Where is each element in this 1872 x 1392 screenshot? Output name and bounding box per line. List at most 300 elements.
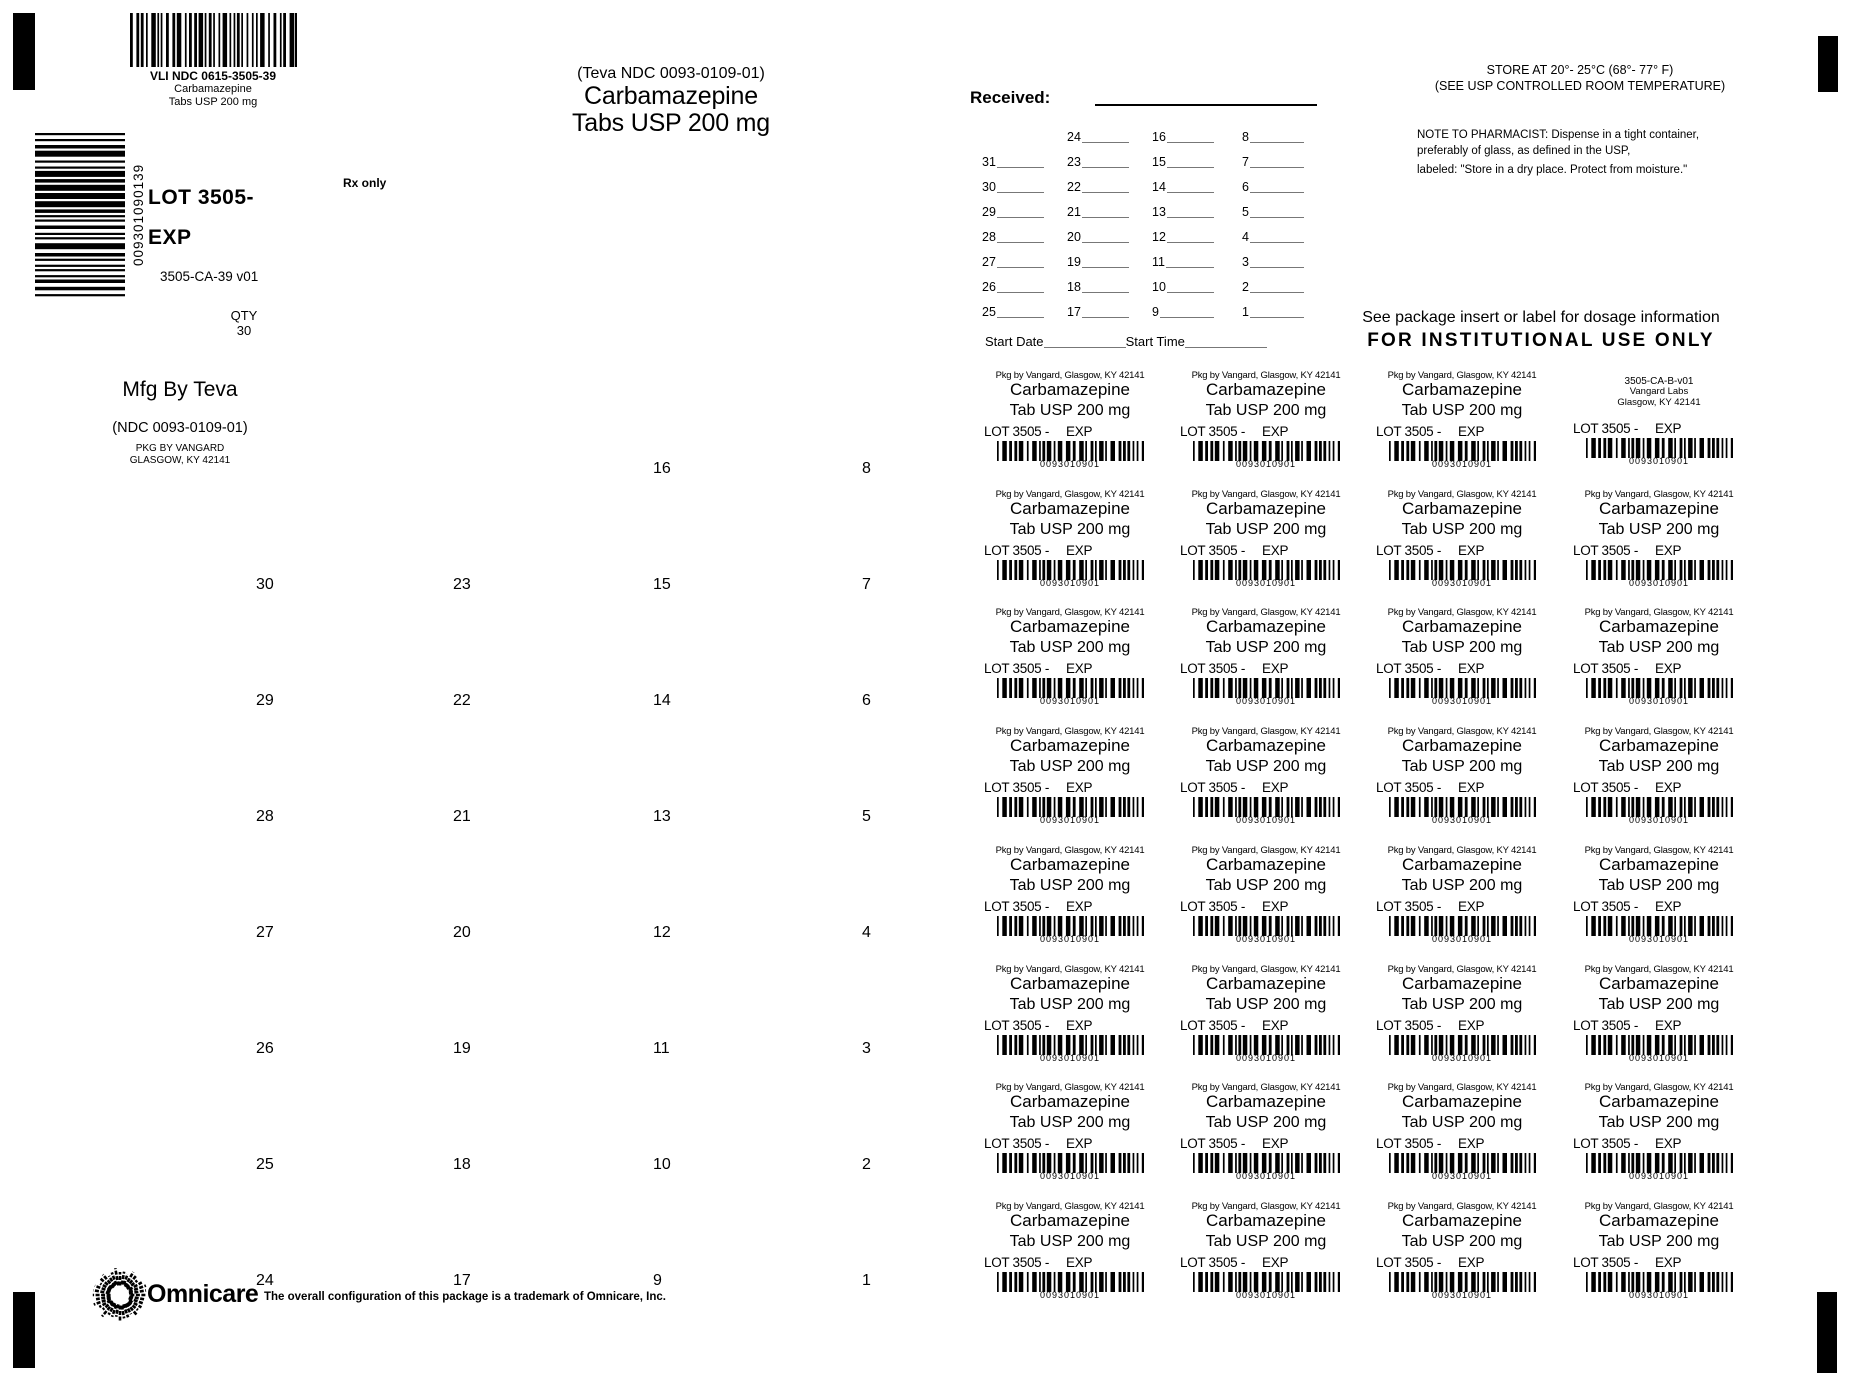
day-number: 15 [653,576,671,593]
day-number: 27 [256,924,274,941]
label-cell [1168,1078,1364,1190]
label-drug-name: Carbamazepine [1401,380,1522,399]
label-drug-name: Carbamazepine [1401,499,1522,518]
label-lot: LOT 3505 - [1376,543,1442,558]
label-drug-name: Carbamazepine [1009,1211,1130,1230]
label-lot: LOT 3505 - [1573,780,1639,795]
label-strength: Tab USP 200 mg [1598,758,1720,775]
received-day-slot [1242,280,1304,294]
received-day-slot [1067,205,1129,219]
received-day-number: 21 [1067,205,1081,219]
label-strength: Tab USP 200 mg [1009,877,1131,894]
received-day-number: 1 [1242,305,1249,319]
label-lot: LOT 3505 - [984,1255,1050,1270]
received-day-number: 23 [1067,155,1081,169]
label-drug-name: Carbamazepine [1598,1211,1719,1230]
received-day-slot [1067,280,1129,294]
received-day-slot [982,255,1044,269]
label-exp: EXP [1458,543,1485,558]
label-code: 0093010901 [1235,459,1297,469]
label-cell-plate-id [1561,366,1757,478]
label-barcode [1168,797,1364,817]
label-barcode [1168,441,1364,461]
received-day-slot [1067,180,1129,194]
label-drug-name: Carbamazepine [1401,1211,1522,1230]
label-lot: LOT 3505 - [1376,780,1442,795]
label-lot: LOT 3505 - [1180,424,1246,439]
received-day-number: 3 [1242,255,1249,269]
label-barcode [1168,1035,1364,1055]
start-time-line [1185,347,1267,348]
label-drug-name: Carbamazepine [1009,855,1130,874]
qty-value: 30 [236,323,252,338]
pharmacist-note [1417,128,1747,179]
day-number: 12 [653,924,671,941]
title-drug: Carbamazepine [584,82,758,110]
received-day-number: 20 [1067,230,1081,244]
label-lot-row [1364,543,1560,558]
label-barcode [972,797,1168,817]
received-fill-line [1167,292,1214,293]
label-lot: LOT 3505 - [1180,899,1246,914]
label-drug-name: Carbamazepine [1205,1211,1326,1230]
label-drug-name: Carbamazepine [1598,1092,1719,1111]
start-date-time-row [985,334,1267,349]
pkg-line-1: PKG BY VANGARD [135,443,225,454]
label-lot: LOT 3505 - [984,1136,1050,1151]
label-barcode [972,1272,1168,1292]
received-day-number: 4 [1242,230,1249,244]
label-exp: EXP [1262,661,1289,676]
label-drug-name: Carbamazepine [1401,855,1522,874]
rx-only-text: Rx only [343,176,387,190]
plate-id-text: 3505-CA-B-v01 [1624,376,1694,387]
label-exp: EXP [1655,899,1682,914]
label-drug-name: Carbamazepine [1598,974,1719,993]
label-drug-name: Carbamazepine [1205,617,1326,636]
label-lot-row [1168,1018,1364,1033]
label-lot-row [1561,421,1757,436]
label-exp: EXP [1066,1136,1093,1151]
label-drug-name: Carbamazepine [1205,499,1326,518]
received-day-slot [982,155,1044,169]
mfg-ndc: (NDC 0093-0109-01) [112,420,248,436]
label-lot: LOT 3505 - [1180,1255,1246,1270]
received-fill-line [1082,217,1129,218]
label-cell [1168,722,1364,834]
label-barcode [972,441,1168,461]
label-cell [1364,1078,1560,1190]
label-strength: Tab USP 200 mg [1009,402,1131,419]
label-lot: LOT 3505 - [984,899,1050,914]
label-drug-name: Carbamazepine [1598,499,1719,518]
label-lot-row [972,899,1168,914]
label-barcode [972,560,1168,580]
label-strength: Tab USP 200 mg [1205,639,1327,656]
label-strength: Tab USP 200 mg [1598,996,1720,1013]
label-strength: Tab USP 200 mg [1401,521,1523,538]
label-code: 0093010901 [1039,578,1101,588]
product-strength: Tabs USP 200 mg [168,95,258,108]
label-cell [1561,960,1757,1072]
pkg-line-2: GLASGOW, KY 42141 [129,455,231,466]
label-lot: LOT 3505 - [1573,1136,1639,1151]
received-day-slot [1242,230,1304,244]
label-pkg-line: Pkg by Vangard, Glasgow, KY 42141 [1387,607,1537,618]
start-time-label: Start Time [1125,334,1185,349]
label-code: 0093010901 [1628,1053,1690,1063]
label-lot: LOT 3505 - [1573,899,1639,914]
label-drug-name: Carbamazepine [1401,617,1522,636]
label-pkg-line: Pkg by Vangard, Glasgow, KY 42141 [995,1201,1145,1212]
label-lot: LOT 3505 - [984,1018,1050,1033]
label-code: 0093010901 [1039,1171,1101,1181]
label-strength: Tab USP 200 mg [1205,996,1327,1013]
label-lot: LOT 3505 - [1573,1255,1639,1270]
label-drug-name: Carbamazepine [1401,974,1522,993]
label-drug-name: Carbamazepine [1401,1092,1522,1111]
label-exp: EXP [1458,1018,1485,1033]
label-barcode [972,678,1168,698]
label-pkg-line: Pkg by Vangard, Glasgow, KY 42141 [1584,964,1734,975]
label-barcode [1364,441,1560,461]
main-title-block [521,64,821,137]
received-day-number: 6 [1242,180,1249,194]
label-lot-row [1561,543,1757,558]
label-code: 0093010901 [1431,1290,1493,1300]
label-barcode [1168,1153,1364,1173]
label-cell [1364,722,1560,834]
label-strength: Tab USP 200 mg [1401,1114,1523,1131]
day-number: 26 [256,1040,274,1057]
label-strength: Tab USP 200 mg [1009,521,1131,538]
label-code: 0093010901 [1039,459,1101,469]
label-cell [972,1197,1168,1309]
label-cell [1168,960,1364,1072]
day-number: 17 [453,1272,471,1289]
received-day-number: 2 [1242,280,1249,294]
received-day-slot [1242,180,1304,194]
label-lot-row [1168,1136,1364,1151]
manufacturer-block [80,378,280,467]
received-day-number: 9 [1152,305,1159,319]
qty-label: QTY [230,308,258,323]
label-code: 0093010901 [1039,934,1101,944]
label-pkg-line: Pkg by Vangard, Glasgow, KY 42141 [1387,1201,1537,1212]
received-day-slot [982,280,1044,294]
label-exp: EXP [1458,661,1485,676]
label-lot: LOT 3505 - [984,543,1050,558]
label-lot-row [1168,780,1364,795]
label-drug-name: Carbamazepine [1205,736,1326,755]
label-lot: LOT 3505 - [984,424,1050,439]
qty-block [194,308,294,338]
label-pkg-line: Pkg by Vangard, Glasgow, KY 42141 [1191,964,1341,975]
label-lot-row [1364,780,1560,795]
note-line-2: preferably of glass, as defined in the USP, [1417,144,1631,157]
label-cell [972,603,1168,715]
plate-city-text: Glasgow, KY 42141 [1617,396,1701,408]
label-cell [1168,485,1364,597]
label-lot: LOT 3505 - [1180,661,1246,676]
received-fill-line [1082,317,1129,318]
label-lot-row [1168,899,1364,914]
label-exp: EXP [1655,1018,1682,1033]
label-pkg-line: Pkg by Vangard, Glasgow, KY 42141 [1387,489,1537,500]
label-exp: EXP [1262,899,1289,914]
label-strength: Tab USP 200 mg [1401,402,1523,419]
dosage-info-line: See package insert or label for dosage information [1362,309,1720,326]
note-line-1: NOTE TO PHARMACIST: Dispense in a tight container, [1417,129,1700,141]
label-pkg-line: Pkg by Vangard, Glasgow, KY 42141 [1387,1082,1537,1093]
label-cell [1561,722,1757,834]
received-day-number: 22 [1067,180,1081,194]
label-strength: Tab USP 200 mg [1401,1233,1523,1250]
label-exp: EXP [1262,780,1289,795]
storage-line-1: STORE AT 20°- 25°C (68°- 77° F) [1486,63,1674,77]
label-barcode [1561,1153,1757,1173]
label-pkg-line: Pkg by Vangard, Glasgow, KY 42141 [1584,845,1734,856]
label-drug-name: Carbamazepine [1598,617,1719,636]
received-fill-line [1167,242,1214,243]
received-day-slot [1152,255,1214,269]
label-code: 0093010901 [1628,815,1690,825]
label-pkg-line: Pkg by Vangard, Glasgow, KY 42141 [1387,370,1537,381]
label-lot-row [1561,780,1757,795]
label-code: 0093010901 [1235,1171,1297,1181]
received-day-slot [1067,130,1129,144]
received-day-slot [1152,130,1214,144]
received-day-number: 14 [1152,180,1166,194]
label-cell [1364,841,1560,953]
label-pkg-line: Pkg by Vangard, Glasgow, KY 42141 [1584,489,1734,500]
received-fill-line [1250,292,1304,293]
received-fill-line [1250,267,1304,268]
received-day-number: 29 [982,205,996,219]
institutional-use-line: FOR INSTITUTIONAL USE ONLY [1367,330,1715,351]
note-line-3: labeled: "Store in a dry place. Protect from moisture." [1417,164,1688,176]
label-lot-row [972,424,1168,439]
label-cell [972,960,1168,1072]
label-barcode [1168,916,1364,936]
label-lot-row [1364,899,1560,914]
received-day-slot [1242,205,1304,219]
label-pkg-line: Pkg by Vangard, Glasgow, KY 42141 [1191,1082,1341,1093]
received-fill-line [1082,267,1129,268]
serial-vertical-text: 009301090139 [131,163,146,266]
label-barcode [1561,1272,1757,1292]
received-fill-line [1167,167,1214,168]
day-number: 13 [653,808,671,825]
product-barcode [130,13,297,67]
registration-mark-bottom-right [1817,1292,1837,1373]
label-drug-name: Carbamazepine [1009,736,1130,755]
received-fill-line [1250,242,1304,243]
omnicare-logo [92,1267,148,1323]
received-day-slot [1152,155,1214,169]
label-lot: LOT 3505 - [1573,661,1639,676]
received-day-number: 30 [982,180,996,194]
label-lot-row [1561,899,1757,914]
label-pkg-line: Pkg by Vangard, Glasgow, KY 42141 [995,489,1145,500]
day-number: 7 [862,576,871,593]
label-code: 0093010901 [1628,1290,1690,1300]
received-day-slot [982,305,1044,319]
label-strength: Tab USP 200 mg [1205,402,1327,419]
label-lot: LOT 3505 - [1376,424,1442,439]
label-barcode [1561,678,1757,698]
exp-text: EXP [148,226,192,249]
label-exp: EXP [1066,661,1093,676]
start-date-label: Start Date [985,334,1044,349]
label-code: 0093010901 [1235,578,1297,588]
received-fill-line [1082,167,1129,168]
label-cell [1561,1078,1757,1190]
label-lot-row [972,780,1168,795]
received-day-slot [1242,255,1304,269]
label-drug-name: Carbamazepine [1009,974,1130,993]
day-number: 18 [453,1156,471,1173]
label-drug-name: Carbamazepine [1009,380,1130,399]
label-pkg-line: Pkg by Vangard, Glasgow, KY 42141 [995,370,1145,381]
label-pkg-line: Pkg by Vangard, Glasgow, KY 42141 [1584,1201,1734,1212]
label-cell [1561,485,1757,597]
label-drug-name: Carbamazepine [1205,855,1326,874]
label-lot: LOT 3505 - [1376,899,1442,914]
label-lot: LOT 3505 - [1573,421,1639,436]
label-barcode [1561,560,1757,580]
label-drug-name: Carbamazepine [1205,380,1326,399]
label-lot-row [1168,543,1364,558]
label-exp: EXP [1655,1255,1682,1270]
label-cell [1561,603,1757,715]
received-fill-line [1082,292,1129,293]
received-fill-line [1082,142,1129,143]
label-drug-name: Carbamazepine [1205,1092,1326,1111]
label-lot-row [972,1018,1168,1033]
label-lot-row [1561,1255,1757,1270]
received-fill-line [997,317,1044,318]
title-strength: Tabs USP 200 mg [571,109,771,137]
received-signature-line [1095,104,1317,106]
label-cell [1168,366,1364,478]
label-lot-row [1364,424,1560,439]
label-cell [1364,603,1560,715]
label-cell [1168,603,1364,715]
label-code: 0093010901 [1235,696,1297,706]
label-code: 0093010901 [1628,1171,1690,1181]
day-number: 4 [862,924,871,941]
day-number: 3 [862,1040,871,1057]
received-day-number: 10 [1152,280,1166,294]
label-barcode [1364,678,1560,698]
label-lot-row [1364,1018,1560,1033]
received-fill-line [1167,192,1214,193]
label-strength: Tab USP 200 mg [1401,639,1523,656]
label-lot-row [972,1136,1168,1151]
label-exp: EXP [1066,543,1093,558]
label-exp: EXP [1655,421,1682,436]
label-lot-row [1168,1255,1364,1270]
label-strength: Tab USP 200 mg [1009,758,1131,775]
received-day-slot [1242,155,1304,169]
label-exp: EXP [1458,780,1485,795]
received-fill-line [1082,192,1129,193]
label-barcode [972,1153,1168,1173]
label-code: 0093010901 [1628,456,1690,466]
label-lot-row [1561,661,1757,676]
day-number: 9 [653,1272,662,1289]
label-pkg-line: Pkg by Vangard, Glasgow, KY 42141 [1584,726,1734,737]
label-lot: LOT 3505 - [1376,661,1442,676]
version-text: 3505-CA-39 v01 [160,269,259,284]
label-exp: EXP [1655,543,1682,558]
day-number: 19 [453,1040,471,1057]
received-fill-line [1250,167,1304,168]
received-day-number: 18 [1067,280,1081,294]
received-heading: Received: [970,88,1051,107]
product-drug-name: Carbamazepine [174,83,252,95]
label-drug-name: Carbamazepine [1598,736,1719,755]
label-barcode [1561,438,1757,458]
received-day-slot [982,205,1044,219]
received-day-number: 28 [982,230,996,244]
label-barcode [1168,1272,1364,1292]
received-day-slot [1152,230,1214,244]
label-exp: EXP [1066,1018,1093,1033]
received-day-slot [1067,155,1129,169]
received-fill-line [997,242,1044,243]
storage-line-2: (SEE USP CONTROLLED ROOM TEMPERATURE) [1434,79,1726,93]
plate-vendor-text: Vangard Labs [1629,386,1689,397]
label-code: 0093010901 [1235,934,1297,944]
label-strength: Tab USP 200 mg [1009,1233,1131,1250]
received-fill-line [1250,317,1304,318]
label-strength: Tab USP 200 mg [1598,877,1720,894]
label-exp: EXP [1655,661,1682,676]
label-exp: EXP [1655,1136,1682,1151]
received-fill-line [997,292,1044,293]
label-strength: Tab USP 200 mg [1401,996,1523,1013]
received-day-number: 17 [1067,305,1081,319]
label-strength: Tab USP 200 mg [1009,996,1131,1013]
received-day-slot [1067,230,1129,244]
label-strength: Tab USP 200 mg [1598,639,1720,656]
day-number: 16 [653,460,671,477]
day-number: 21 [453,808,471,825]
label-code: 0093010901 [1039,1290,1101,1300]
received-day-number: 27 [982,255,996,269]
label-code: 0093010901 [1235,815,1297,825]
day-number: 24 [256,1272,274,1289]
label-barcode [1364,916,1560,936]
label-strength: Tab USP 200 mg [1401,758,1523,775]
label-strength: Tab USP 200 mg [1598,521,1720,538]
label-lot-row [1168,661,1364,676]
received-day-number: 24 [1067,130,1081,144]
registration-mark-top-left [13,13,35,90]
label-cell [1561,1197,1757,1309]
label-strength: Tab USP 200 mg [1205,877,1327,894]
label-barcode [1561,1035,1757,1055]
label-pkg-line: Pkg by Vangard, Glasgow, KY 42141 [1387,845,1537,856]
received-fill-line [1160,317,1214,318]
label-drug-name: Carbamazepine [1401,736,1522,755]
vli-ndc-text: VLI NDC 0615-3505-39 [149,69,277,83]
label-pkg-line: Pkg by Vangard, Glasgow, KY 42141 [1191,607,1341,618]
received-fill-line [997,192,1044,193]
label-code: 0093010901 [1235,1053,1297,1063]
